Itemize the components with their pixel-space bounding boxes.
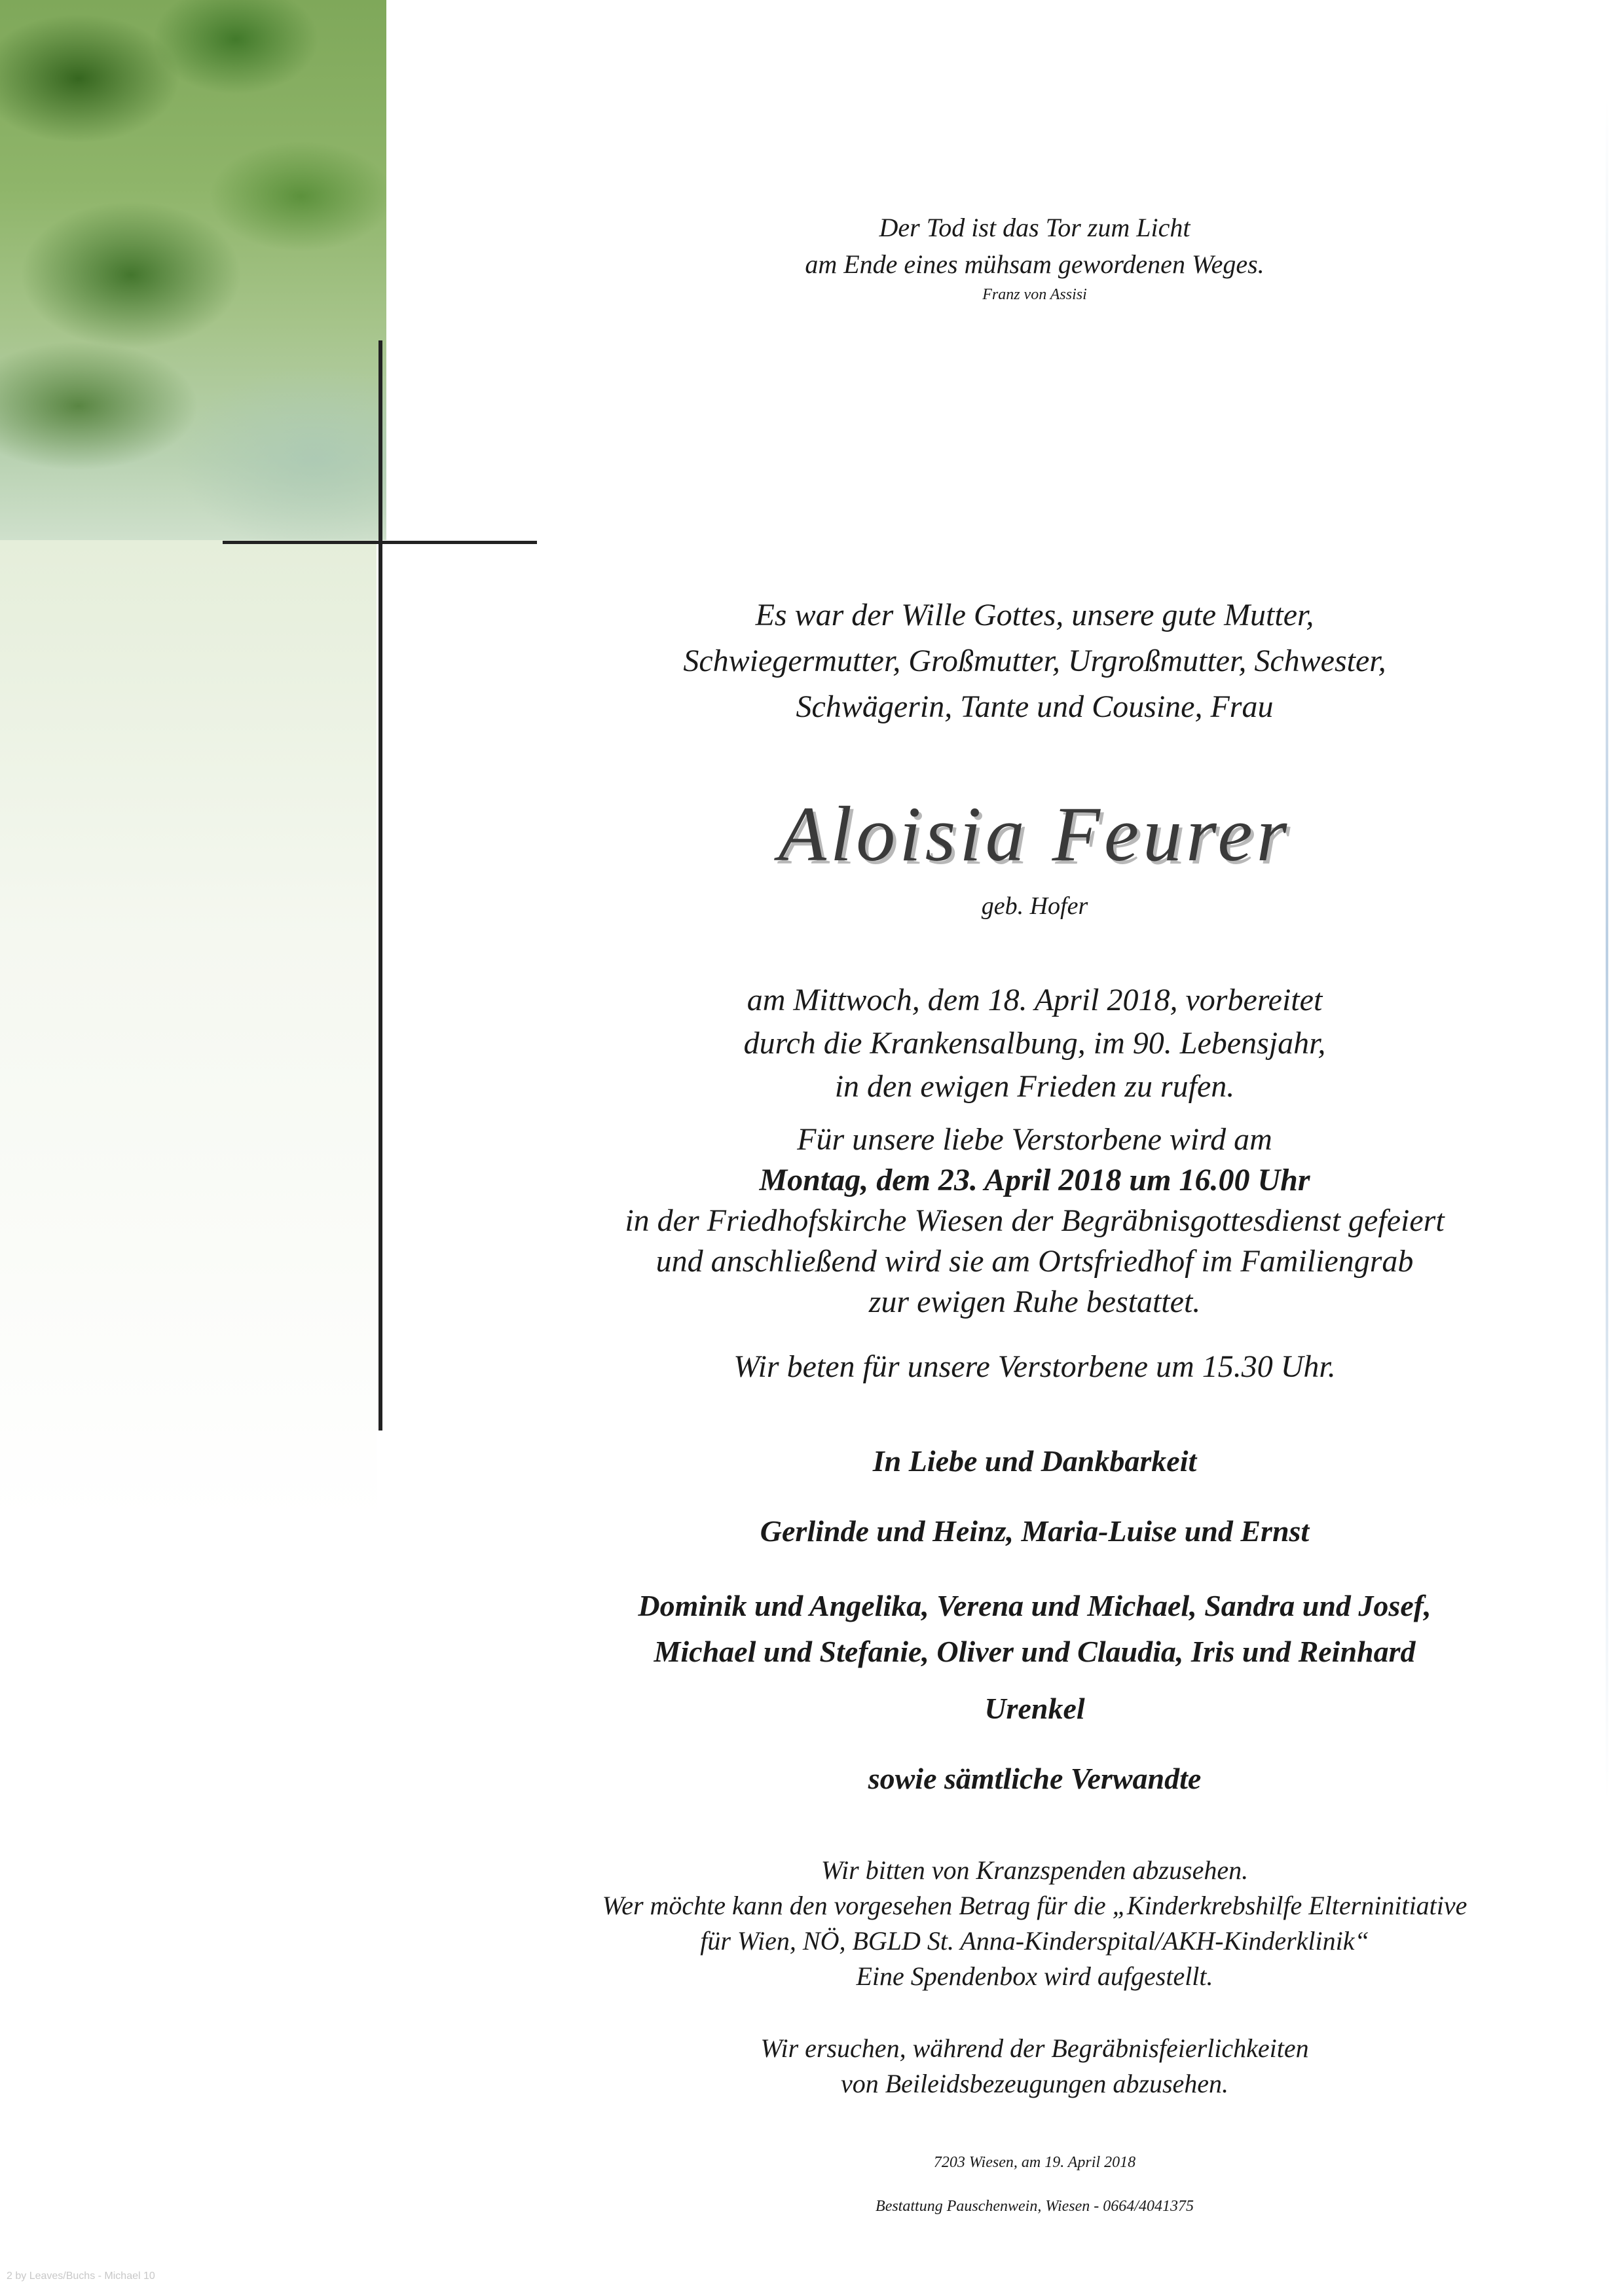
- place-date: 7203 Wiesen, am 19. April 2018: [933, 2154, 1136, 2171]
- intro-line: Schwiegermutter, Großmutter, Urgroßmutter, Schwester,: [683, 644, 1386, 678]
- grandchildren-line: Dominik und Angelika, Verena und Michael, Sandra und Josef,: [638, 1589, 1431, 1622]
- funeral-intro: Für unsere liebe Verstorbene wird am: [797, 1122, 1272, 1157]
- template-reference: 2 by Leaves/Buchs - Michael 10: [7, 2270, 155, 2282]
- death-line: in den ewigen Frieden zu rufen.: [834, 1069, 1235, 1104]
- funeral-line: zur ewigen Ruhe bestattet.: [868, 1285, 1201, 1319]
- leaves-water-photo: [0, 0, 386, 540]
- signature-grandchildren: [445, 1583, 1624, 1675]
- cross-vertical-bar: [378, 340, 382, 1430]
- intro-text: [445, 592, 1624, 730]
- motto-line: Der Tod ist das Tor zum Licht: [879, 213, 1190, 242]
- prayer-notice: Wir beten für unsere Verstorbene um 15.30 Uhr.: [733, 1349, 1336, 1384]
- maiden-name: geb. Hofer: [981, 892, 1088, 920]
- condolence-line: von Beileidsbezeugungen abzusehen.: [840, 2069, 1229, 2098]
- signature-children: Gerlinde und Heinz, Maria-Luise und Ernst: [760, 1514, 1310, 1548]
- funeral-line: und anschließend wird sie am Ortsfriedhof im Familiengrab: [655, 1244, 1414, 1279]
- intro-line: Es war der Wille Gottes, unsere gute Mutter,: [755, 598, 1314, 632]
- grandchildren-line: Michael und Stefanie, Oliver und Claudia, Iris und Reinhard: [654, 1635, 1416, 1668]
- signature-heading: In Liebe und Dankbarkeit: [872, 1444, 1197, 1478]
- intro-line: Schwägerin, Tante und Cousine, Frau: [796, 689, 1274, 724]
- deceased-name: Aloisia Feurer: [778, 790, 1291, 877]
- motto-quote: [445, 210, 1624, 283]
- death-line: am Mittwoch, dem 18. April 2018, vorbereitet: [747, 983, 1323, 1017]
- signature-relatives: sowie sämtliche Verwandte: [868, 1762, 1202, 1795]
- death-line: durch die Krankensalbung, im 90. Lebensjahr,: [743, 1026, 1326, 1061]
- donation-line: Wir bitten von Kranzspenden abzusehen.: [821, 1855, 1249, 1885]
- funeral-datetime: Montag, dem 23. April 2018 um 16.00 Uhr: [759, 1163, 1310, 1197]
- donation-line: Wer möchte kann den vorgesehen Betrag für die „Kinderkrebshilfe Elterninitiative: [602, 1891, 1467, 1920]
- death-notice: [445, 979, 1624, 1108]
- funeral-notice: [445, 1120, 1624, 1322]
- motto-line: am Ende eines mühsam gewordenen Weges.: [805, 249, 1264, 279]
- motto-author: Franz von Assisi: [982, 286, 1087, 303]
- cross-horizontal-bar: [223, 541, 537, 544]
- undertaker-info: Bestattung Pauschenwein, Wiesen - 0664/4041375: [876, 2198, 1194, 2215]
- donation-line: für Wien, NÖ, BGLD St. Anna-Kinderspital/AKH-Kinderklinik“: [700, 1926, 1369, 1956]
- condolence-notice: [445, 2031, 1624, 2102]
- donation-line: Eine Spendenbox wird aufgestellt.: [856, 1961, 1213, 1991]
- condolence-line: Wir ersuchen, während der Begräbnisfeierlichkeiten: [760, 2033, 1309, 2063]
- photo-fade-band: [0, 540, 377, 1522]
- funeral-line: in der Friedhofskirche Wiesen der Begräbnisgottesdienst gefeiert: [625, 1203, 1445, 1238]
- signature-great-grandchildren: Urenkel: [984, 1692, 1085, 1725]
- donation-notice: [445, 1853, 1624, 1994]
